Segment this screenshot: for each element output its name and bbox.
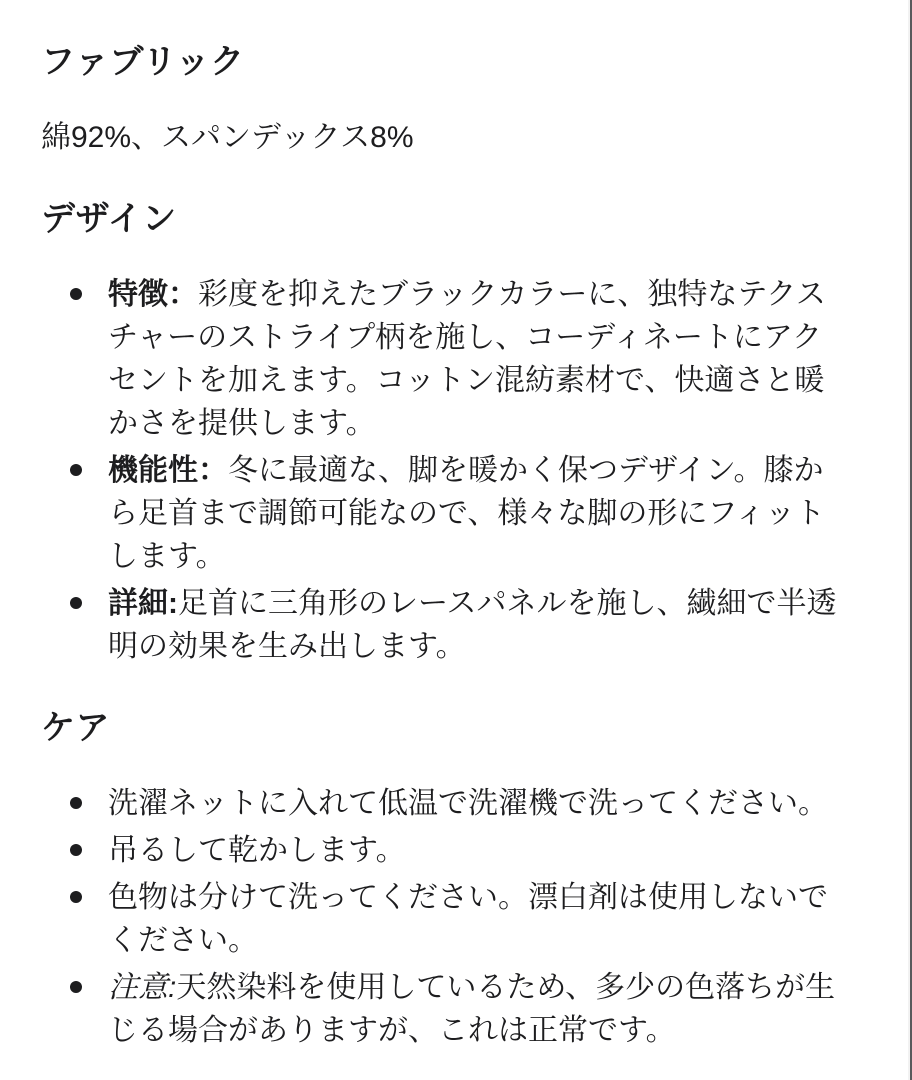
care-item-note — [108, 966, 848, 1052]
care-item-hang-dry-text: 吊るして乾かします。 — [108, 834, 406, 867]
design-bullet-list — [41, 273, 848, 668]
design-item-features — [108, 273, 848, 445]
design-item-details — [108, 582, 848, 668]
fabric-composition-text: 綿92%、スパンデックス8% — [41, 121, 414, 154]
care-item-hang-dry — [108, 829, 848, 872]
care-item-machine-wash — [108, 782, 848, 825]
care-item-separate-colors-text: 色物は分けて洗ってください。漂白剤は使用しないでください。 — [108, 881, 828, 957]
fabric-section-heading: ファブリック — [41, 43, 245, 81]
design-section-heading: デザイン — [41, 200, 177, 238]
care-section-heading: ケア — [41, 709, 110, 747]
design-item-features-label: 特徴： — [108, 278, 198, 311]
design-item-details-label: 詳細: — [108, 587, 178, 620]
care-item-note-text: 天然染料を使用しているため、多少の色落ちが生じる場合がありますが、これは正常です。 — [108, 971, 836, 1047]
care-item-note-label: 注意: — [108, 971, 177, 1004]
design-item-functionality-text: 冬に最適な、脚を暖かく保つデザイン。膝から足首まで調節可能なので、様々な脚の形にフィットします。 — [108, 454, 825, 573]
care-item-machine-wash-text: 洗濯ネットに入れて低温で洗濯機で洗ってください。 — [108, 787, 828, 820]
design-item-details-text: 足首に三角形のレースパネルを施し、繊細で半透明の効果を生み出します。 — [108, 587, 837, 663]
care-bullet-list — [41, 782, 848, 1052]
design-item-functionality — [108, 449, 848, 578]
design-item-features-text: 彩度を抑えたブラックカラーに、独特なテクスチャーのストライプ柄を施し、コーディネートにアクセントを加えます。コットン混紡素材で、快適さと暖かさを提供します。 — [108, 278, 826, 440]
care-item-separate-colors — [108, 876, 848, 962]
design-item-functionality-label: 機能性： — [108, 454, 228, 487]
